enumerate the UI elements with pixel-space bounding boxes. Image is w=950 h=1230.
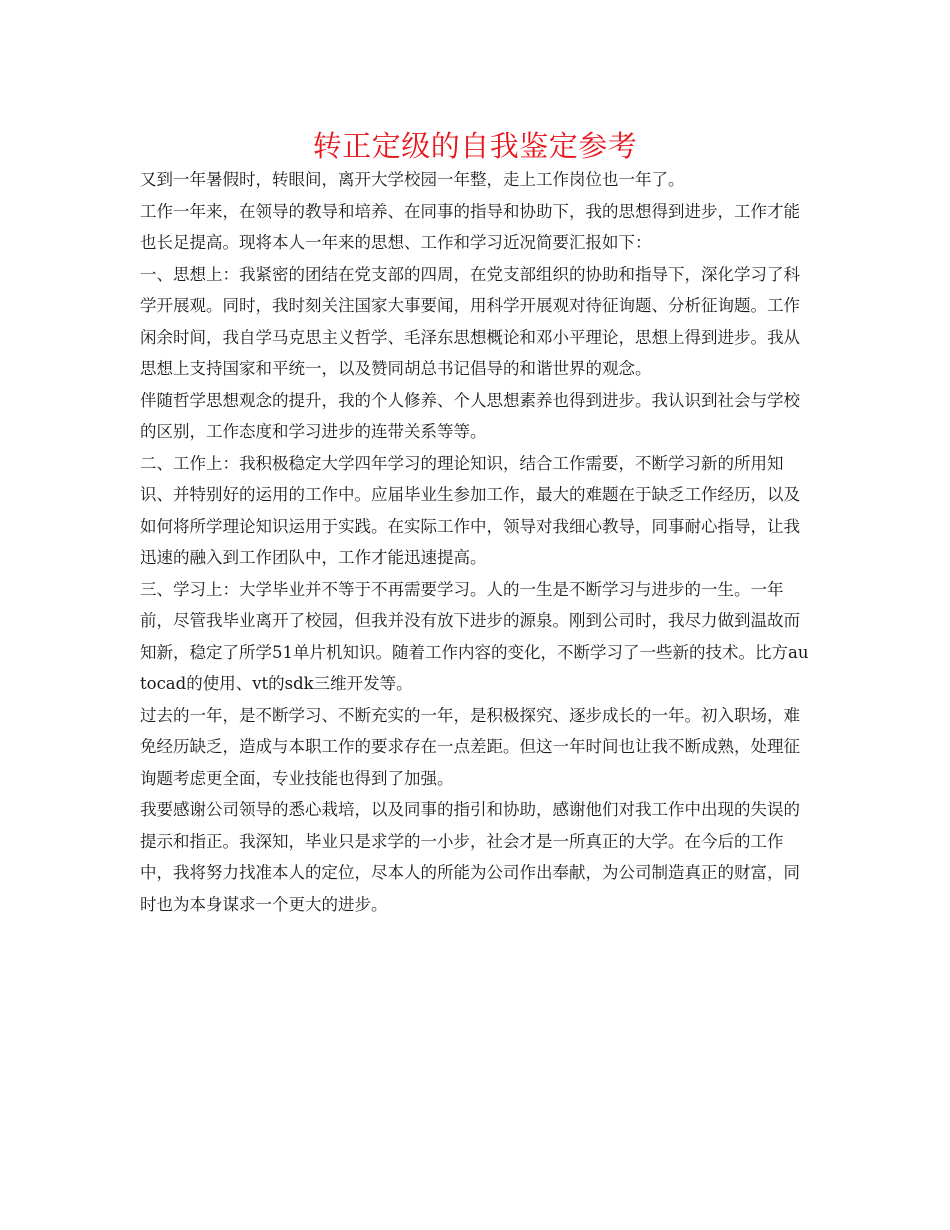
paragraph-cultivation: 伴随哲学思想观念的提升，我的个人修养、个人思想素养也得到进步。我认识到社会与学校的区别，工作态度和学习进步的连带关系等等。 (140, 390, 800, 441)
paragraph-work: 二、工作上：我积极稳定大学四年学习的理论知识，结合工作需要，不断学习新的所用知识、并特别好的运用的工作中。应届毕业生参加工作，最大的难题在于缺乏工作经历，以及如何将所学理论知识运用于实践。在实际工作中，领导对我细心教导，同事耐心指导，让我迅速的融入到工作团队中，工作才能迅速提高。 (140, 453, 800, 567)
paragraph-past-year: 过去的一年，是不断学习、不断充实的一年，是积极探究、逐步成长的一年。初入职场，难免经历缺乏，造成与本职工作的要求存在一点差距。但这一年时间也让我不断成熟，处理征询题考虑更全面，专业技能也得到了加强。 (140, 705, 800, 788)
paragraph-study: 三、学习上：大学毕业并不等于不再需要学习。人的一生是不断学习与进步的一生。一年前，尽管我毕业离开了校园，但我并没有放下进步的源泉。刚到公司时，我尽力做到温故而知新，稳定了所学51单片机知识。随着工作内容的变化，不断学习了一些新的技术。比方autocad的使用、vt的sdk三维开发等。 (140, 579, 809, 693)
document-title: 转正定级的自我鉴定参考 (312, 129, 638, 163)
paragraph-summary: 工作一年来，在领导的教导和培养、在同事的指导和协助下，我的思想得到进步，工作才能也长足提高。现将本人一年来的思想、工作和学习近况简要汇报如下： (140, 201, 800, 252)
paragraph-intro: 又到一年暑假时，转眼间，离开大学校园一年整，走上工作岗位也一年了。 (140, 170, 685, 189)
paragraph-ideology: 一、思想上：我紧密的团结在党支部的四周，在党支部组织的协助和指导下，深化学习了科学开展观。同时，我时刻关注国家大事要闻，用科学开展观对待征询题、分析征询题。工作闲余时间，我自学马克思主义哲学、毛泽东思想概论和邓小平理论，思想上得到进步。我从思想上支持国家和平统一，以及赞同胡总书记倡导的和谐世界的观念。 (140, 264, 800, 378)
paragraph-thanks: 我要感谢公司领导的悉心栽培，以及同事的指引和协助，感谢他们对我工作中出现的失误的提示和指正。我深知，毕业只是求学的一小步，社会才是一所真正的大学。在今后的工作中，我将努力找准本人的定位，尽本人的所能为公司作出奉献，为公司制造真正的财富，同时也为本身谋求一个更大的进步。 (140, 800, 800, 914)
document-body (140, 164, 815, 920)
